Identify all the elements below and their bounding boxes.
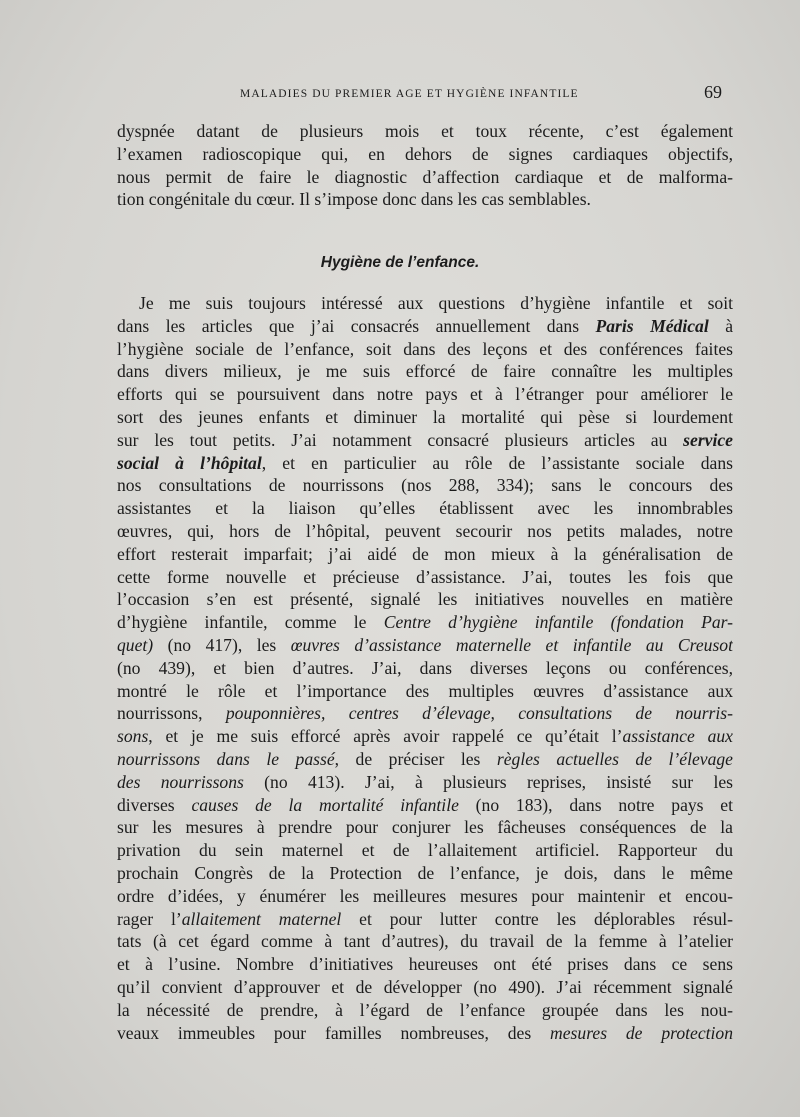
intro-paragraph — [117, 120, 733, 211]
text-line: œuvres, qui, hors de l’hôpital, peuvent secourir nos petits malades, notre — [117, 520, 733, 541]
text-line: (no 439), et bien d’autres. J’ai, dans diverses leçons ou conférences, — [117, 657, 733, 678]
text-line: nourrissons dans le passé, de préciser les règles actuelles de l’élevage — [117, 748, 733, 769]
text-line: sons, et je me suis efforcé après avoir rappelé ce qu’était l’assistance aux — [117, 726, 733, 747]
text-line: ordre d’idées, y énumérer les meilleures mesures pour maintenir et encou- — [117, 885, 733, 906]
text-line: prochain Congrès de la Protection de l’enfance, je dois, dans le même — [117, 862, 733, 883]
text-line: quet) (no 417), les œuvres d’assistance maternelle et infantile au Creusot — [117, 634, 733, 655]
text-line: effort resterait imparfait; j’ai aidé de mon mieux à la généralisation de — [117, 543, 733, 564]
text-line: cette forme nouvelle et précieuse d’assistance. J’ai, toutes les fois que — [117, 566, 733, 587]
text-line: social à l’hôpital, et en particulier au rôle de l’assistante sociale dans — [117, 452, 733, 473]
running-title: MALADIES DU PREMIER AGE ET HYGIÈNE INFANTILE — [240, 88, 579, 100]
text-line: efforts qui se poursuivent dans notre pays et à l’étranger pour améliorer le — [117, 384, 733, 405]
page-number: 69 — [704, 82, 722, 102]
text-line: nourrissons, pouponnières, centres d’élevage, consultations de nourris- — [117, 703, 733, 724]
text-line: nos consultations de nourrissons (nos 288, 334); sans le concours des — [117, 475, 733, 496]
text-line: privation du sein maternel et de l’allaitement artificiel. Rapporteur du — [117, 840, 733, 861]
text-line: sur les mesures à prendre pour conjurer les fâcheuses conséquences de la — [117, 817, 733, 838]
text-line: nous permit de faire le diagnostic d’affection cardiaque et de malforma- — [117, 166, 733, 187]
text-line: tion congénitale du cœur. Il s’impose donc dans les cas semblables. — [117, 189, 591, 210]
text-line: assistantes et la liaison qu’elles établissent avec les innombrables — [117, 498, 733, 519]
text-line: qu’il convient d’approuver et de développer (no 490). J’ai récemment signalé — [117, 976, 733, 997]
text-line: montré le rôle et l’importance des multiples œuvres d’assistance aux — [117, 680, 733, 701]
text-line: la nécessité de prendre, à l’égard de l’enfance groupée dans les nou- — [117, 999, 733, 1020]
text-line: dans les articles que j’ai consacrés annuellement dans Paris Médical à — [117, 315, 733, 336]
text-line: tats (à cet égard comme à tant d’autres), du travail de la femme à l’atelier — [117, 931, 733, 952]
text-line: l’examen radioscopique qui, en dehors de signes cardiaques objectifs, — [117, 143, 733, 164]
text-line: sort des jeunes enfants et diminuer la mortalité qui pèse si lourdement — [117, 406, 733, 427]
publication-title: Paris Médical — [595, 315, 709, 336]
text-line: l’hygiène sociale de l’enfance, soit dans des leçons et des conférences faites — [117, 338, 733, 359]
text-line: d’hygiène infantile, comme le Centre d’hygiène infantile (fondation Par- — [117, 612, 733, 633]
text-line: rager l’allaitement maternel et pour lutter contre les déplorables résul- — [117, 908, 733, 929]
main-paragraph — [117, 292, 733, 1044]
text-line: l’occasion s’en est présenté, signalé les initiatives nouvelles en matière — [117, 589, 733, 610]
section-title: Hygiène de l’enfance. — [320, 254, 480, 271]
text-line: dyspnée datant de plusieurs mois et toux récente, c’est également — [117, 121, 733, 141]
text-line: dans divers milieux, je me suis efforcé de faire connaître les multiples — [117, 361, 733, 382]
text-line: Je me suis toujours intéressé aux questions d’hygiène infantile et soit — [139, 293, 733, 313]
text-line: sur les tout petits. J’ai notamment consacré plusieurs articles au service — [117, 429, 733, 450]
text-line: et à l’usine. Nombre d’initiatives heureuses ont été prises dans ce sens — [117, 954, 733, 975]
text-line: veaux immeubles pour familles nombreuses, des mesures de protection — [117, 1022, 733, 1043]
text-line: des nourrissons (no 413). J’ai, à plusieurs reprises, insisté sur les — [117, 771, 733, 792]
text-line: diverses causes de la mortalité infantile (no 183), dans notre pays et — [117, 794, 733, 815]
